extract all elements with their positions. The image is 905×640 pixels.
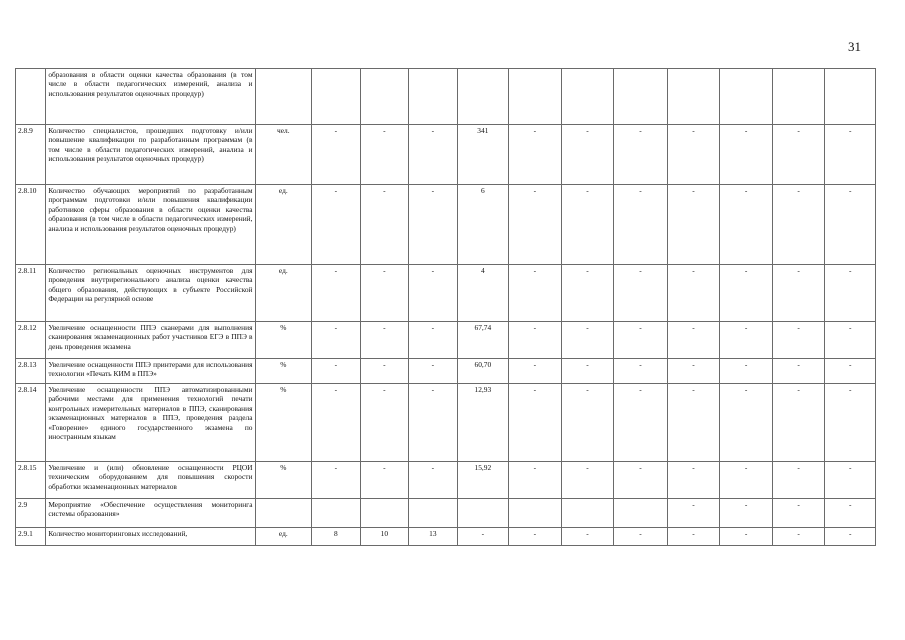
table-row <box>16 528 876 546</box>
value-cell: - <box>614 265 668 322</box>
table-row <box>16 384 876 462</box>
value-cell <box>720 69 773 125</box>
value-cell <box>667 69 720 125</box>
value-cell: - <box>720 125 773 185</box>
row-number-cell: 2.8.13 <box>16 359 46 384</box>
value-cell: 4 <box>457 265 509 322</box>
value-cell: - <box>667 322 720 359</box>
value-cell: - <box>667 462 720 499</box>
value-cell: - <box>825 322 876 359</box>
value-cell: - <box>360 322 409 359</box>
value-cell: - <box>312 462 361 499</box>
value-cell: - <box>614 462 668 499</box>
value-cell <box>772 69 825 125</box>
value-cell: 10 <box>360 528 409 546</box>
value-cell: - <box>360 185 409 265</box>
value-cell: - <box>409 185 458 265</box>
value-cell: - <box>614 125 668 185</box>
value-cell: - <box>312 359 361 384</box>
value-cell: - <box>720 528 773 546</box>
table-row <box>16 499 876 528</box>
value-cell: - <box>312 322 361 359</box>
table-row <box>16 69 876 125</box>
table-row <box>16 359 876 384</box>
value-cell: - <box>720 384 773 462</box>
value-cell: - <box>614 322 668 359</box>
value-cell <box>614 69 668 125</box>
unit-cell: ед. <box>255 265 312 322</box>
value-cell: - <box>312 125 361 185</box>
value-cell: - <box>720 185 773 265</box>
value-cell <box>457 69 509 125</box>
unit-cell: % <box>255 322 312 359</box>
value-cell: - <box>720 322 773 359</box>
value-cell: - <box>509 528 562 546</box>
indicator-name-cell: Увеличение оснащенности ППЭ принтерами для использования технологии «Печать КИМ в ППЭ» <box>46 359 255 384</box>
value-cell: - <box>825 499 876 528</box>
value-cell: - <box>360 359 409 384</box>
value-cell <box>312 69 361 125</box>
value-cell: - <box>360 265 409 322</box>
page-number: 31 <box>848 39 861 54</box>
value-cell: - <box>720 359 773 384</box>
value-cell: - <box>667 359 720 384</box>
row-number-cell <box>16 69 46 125</box>
value-cell: - <box>772 265 825 322</box>
value-cell: 67,74 <box>457 322 509 359</box>
unit-cell: % <box>255 359 312 384</box>
value-cell: - <box>561 384 614 462</box>
value-cell: - <box>667 185 720 265</box>
row-number-cell: 2.8.10 <box>16 185 46 265</box>
value-cell <box>360 499 409 528</box>
indicator-name-cell: Количество региональных оценочных инструментов для проведения внутрирегионального анализа оценки качества общего образования, действующих в субъекте Российской Федерации на регулярной основе <box>46 265 255 322</box>
value-cell <box>561 499 614 528</box>
unit-cell <box>255 69 312 125</box>
unit-cell: % <box>255 462 312 499</box>
table-row <box>16 462 876 499</box>
value-cell: - <box>409 384 458 462</box>
value-cell: 6 <box>457 185 509 265</box>
value-cell: - <box>561 528 614 546</box>
table-row <box>16 185 876 265</box>
value-cell <box>825 69 876 125</box>
value-cell: 13 <box>409 528 458 546</box>
value-cell: - <box>772 322 825 359</box>
value-cell: 341 <box>457 125 509 185</box>
value-cell <box>409 499 458 528</box>
value-cell: - <box>825 462 876 499</box>
value-cell: - <box>614 384 668 462</box>
value-cell: - <box>667 499 720 528</box>
value-cell: - <box>772 359 825 384</box>
value-cell: - <box>509 359 562 384</box>
value-cell <box>614 499 668 528</box>
indicator-name-cell: Количество обучающих мероприятий по разработанным программам подготовки и/или повышения квалификации работников сферы образования в области оценки качества образования (в том числе в области педагогических измерений, анализа и использования результатов оценочных процедур) <box>46 185 255 265</box>
value-cell: 15,92 <box>457 462 509 499</box>
unit-cell: ед. <box>255 185 312 265</box>
value-cell <box>360 69 409 125</box>
row-number-cell: 2.8.14 <box>16 384 46 462</box>
value-cell: - <box>360 462 409 499</box>
value-cell: - <box>561 462 614 499</box>
value-cell: - <box>825 125 876 185</box>
value-cell: - <box>561 359 614 384</box>
value-cell: - <box>509 265 562 322</box>
table-row <box>16 322 876 359</box>
value-cell: - <box>825 528 876 546</box>
value-cell: - <box>825 359 876 384</box>
indicator-name-cell: Увеличение оснащенности ППЭ автоматизированными рабочими местами для применения технологий печати контрольных измерительных материалов в ППЭ, сканирования экзаменационных материалов в ППЭ, проведения раздела «Говорение» единого государственного экзамена по иностранным языкам <box>46 384 255 462</box>
indicator-name-cell: Количество специалистов, прошедших подготовку и/или повышение квалификации по разработанным программам (в том числе в области педагогических измерений, анализа и использования результатов оценочных процедур) <box>46 125 255 185</box>
value-cell: - <box>509 384 562 462</box>
row-number-cell: 2.8.15 <box>16 462 46 499</box>
value-cell: - <box>561 125 614 185</box>
indicators-table <box>15 68 876 546</box>
value-cell: - <box>667 384 720 462</box>
value-cell: - <box>614 359 668 384</box>
value-cell <box>312 499 361 528</box>
value-cell: - <box>360 125 409 185</box>
value-cell: - <box>667 528 720 546</box>
value-cell <box>409 69 458 125</box>
row-number-cell: 2.8.12 <box>16 322 46 359</box>
value-cell: - <box>409 322 458 359</box>
value-cell: - <box>561 322 614 359</box>
value-cell: - <box>509 125 562 185</box>
value-cell: - <box>825 185 876 265</box>
indicator-name-cell: Количество мониторинговых исследований, <box>46 528 255 546</box>
value-cell <box>457 499 509 528</box>
value-cell: - <box>409 125 458 185</box>
value-cell: - <box>720 462 773 499</box>
value-cell: - <box>825 384 876 462</box>
value-cell: - <box>772 528 825 546</box>
table-row <box>16 125 876 185</box>
value-cell: - <box>409 462 458 499</box>
unit-cell: чел. <box>255 125 312 185</box>
value-cell <box>509 69 562 125</box>
unit-cell <box>255 499 312 528</box>
value-cell: - <box>667 125 720 185</box>
value-cell: - <box>772 462 825 499</box>
value-cell: - <box>409 359 458 384</box>
value-cell: 8 <box>312 528 361 546</box>
unit-cell: % <box>255 384 312 462</box>
row-number-cell: 2.9 <box>16 499 46 528</box>
value-cell: 12,93 <box>457 384 509 462</box>
value-cell <box>509 499 562 528</box>
indicator-name-cell: Увеличение и (или) обновление оснащенности РЦОИ техническим оборудованием для повышения скорости обработки экзаменационных материалов <box>46 462 255 499</box>
value-cell: - <box>509 462 562 499</box>
value-cell: - <box>312 265 361 322</box>
indicator-name-cell: Увеличение оснащенности ППЭ сканерами для выполнения сканирования экзаменационных работ участников ЕГЭ в ППЭ в день проведения экзамена <box>46 322 255 359</box>
value-cell: - <box>772 125 825 185</box>
value-cell: 60,70 <box>457 359 509 384</box>
value-cell: - <box>509 185 562 265</box>
value-cell: - <box>772 384 825 462</box>
table-row <box>16 265 876 322</box>
value-cell: - <box>667 265 720 322</box>
row-number-cell: 2.8.11 <box>16 265 46 322</box>
value-cell: - <box>409 265 458 322</box>
value-cell: - <box>772 499 825 528</box>
value-cell: - <box>720 265 773 322</box>
value-cell: - <box>561 265 614 322</box>
value-cell: - <box>312 185 361 265</box>
value-cell: - <box>825 265 876 322</box>
value-cell: - <box>457 528 509 546</box>
row-number-cell: 2.9.1 <box>16 528 46 546</box>
unit-cell: ед. <box>255 528 312 546</box>
value-cell: - <box>360 384 409 462</box>
value-cell: - <box>720 499 773 528</box>
value-cell: - <box>614 185 668 265</box>
value-cell: - <box>312 384 361 462</box>
row-number-cell: 2.8.9 <box>16 125 46 185</box>
indicator-name-cell: Мероприятие «Обеспечение осуществления мониторинга системы образования» <box>46 499 255 528</box>
value-cell: - <box>509 322 562 359</box>
value-cell <box>561 69 614 125</box>
value-cell: - <box>614 528 668 546</box>
value-cell: - <box>772 185 825 265</box>
indicator-name-cell: образования в области оценки качества образования (в том числе в области педагогических измерений, анализа и использования результатов оценочных процедур) <box>46 69 255 125</box>
value-cell: - <box>561 185 614 265</box>
